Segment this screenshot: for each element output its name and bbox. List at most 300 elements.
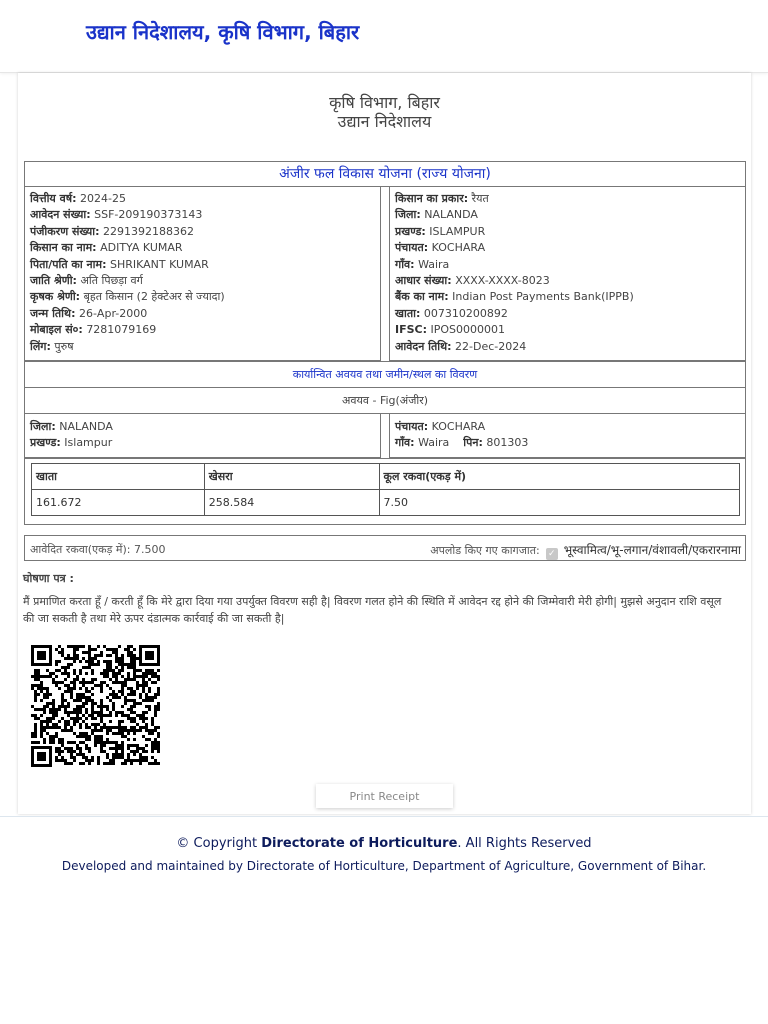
qr-module [127,717,130,720]
qr-module [142,699,145,702]
department-name: कृषि विभाग, बिहार [329,93,440,112]
qr-module [100,654,103,657]
qr-module [73,681,76,684]
qr-module [82,696,85,699]
receipt-card [18,73,751,814]
qr-module [97,660,100,663]
qr-module [67,684,70,687]
qr-module [118,753,121,756]
qr-module [115,753,118,756]
qr-module [46,669,49,672]
qr-module [100,651,103,654]
qr-module [91,729,94,732]
qr-module [115,654,118,657]
qr-module [121,657,124,660]
qr-module [31,687,34,690]
qr-module [157,747,160,750]
qr-module [133,675,136,678]
qr-module [61,648,64,651]
qr-module [70,747,73,750]
qr-module [70,741,73,744]
qr-module [82,678,85,681]
qr-module [55,711,58,714]
info-row: आवेदन संख्या: SSF-209190373143 [30,208,203,222]
qr-module [88,750,91,753]
copyright-suffix: . All Rights Reserved [457,836,592,851]
qr-module [130,693,133,696]
qr-module [145,705,148,708]
qr-module [82,735,85,738]
print-receipt-button[interactable]: Print Receipt [316,784,453,808]
qr-module [115,711,118,714]
qr-module [139,702,142,705]
qr-module [79,672,82,675]
qr-module [115,714,118,717]
qr-module [88,714,91,717]
qr-module [67,690,70,693]
column-header-total-area: कूल रकवा(एकड़ में) [379,464,739,490]
qr-module [136,684,139,687]
info-row: प्रखण्ड: ISLAMPUR [395,224,486,238]
info-row: किसान का प्रकार: रैयत [395,192,489,205]
qr-module [61,744,64,747]
qr-module [37,669,40,672]
qr-module [109,726,112,729]
qr-module [130,711,133,714]
qr-module [73,759,76,762]
qr-module [76,648,79,651]
qr-module [100,738,103,741]
qr-module [133,705,136,708]
qr-module [91,711,94,714]
qr-module [76,753,79,756]
qr-module [76,711,79,714]
qr-module [112,696,115,699]
qr-module [73,672,76,675]
qr-module [61,699,64,702]
qr-module [85,723,88,726]
qr-module [121,654,124,657]
qr-module [100,735,103,738]
qr-module [121,666,124,669]
qr-module [103,669,106,672]
qr-module [97,738,100,741]
qr-module [82,732,85,735]
qr-module [94,735,97,738]
applicant-info-left [24,186,381,361]
qr-module [100,750,103,753]
qr-module [64,747,67,750]
qr-module [142,684,145,687]
qr-module [97,645,100,648]
qr-module [133,720,136,723]
qr-module [112,747,115,750]
qr-module [124,735,127,738]
qr-module [55,732,58,735]
qr-module [94,657,97,660]
qr-module [40,687,43,690]
qr-module [46,726,49,729]
copyright-org-link[interactable]: Directorate of Horticulture [261,836,458,851]
qr-module [142,726,145,729]
qr-module [34,735,37,738]
qr-module [85,690,88,693]
qr-module [79,687,82,690]
qr-module [43,720,46,723]
qr-module [124,759,127,762]
footer-copyright [0,836,768,851]
qr-module [97,735,100,738]
footer-divider [0,816,768,817]
qr-module [88,735,91,738]
qr-module [73,648,76,651]
qr-module [136,747,139,750]
qr-module [121,741,124,744]
qr-module [82,681,85,684]
qr-module [121,693,124,696]
qr-module [106,654,109,657]
qr-module [133,657,136,660]
qr-module [100,687,103,690]
qr-module [136,657,139,660]
qr-module [79,753,82,756]
qr-module [139,717,142,720]
qr-module [49,711,52,714]
qr-module [112,675,115,678]
qr-module [109,759,112,762]
qr-module [142,687,145,690]
qr-module [97,684,100,687]
qr-module [133,690,136,693]
qr-module [61,729,64,732]
qr-module [127,759,130,762]
qr-module [130,705,133,708]
qr-module [115,732,118,735]
qr-module [145,684,148,687]
qr-module [67,654,70,657]
checkbox-checked-icon: ✓ [546,548,558,560]
qr-module [130,678,133,681]
qr-module [109,666,112,669]
qr-module [40,699,43,702]
qr-module [142,690,145,693]
qr-module [88,699,91,702]
qr-module [109,654,112,657]
qr-module [112,756,115,759]
qr-module [121,744,124,747]
qr-module [109,711,112,714]
qr-module [121,747,124,750]
qr-module [67,741,70,744]
qr-module [49,708,52,711]
qr-module [148,690,151,693]
qr-module [115,660,118,663]
site-brand-title[interactable]: उद्यान निदेशालय, कृषि विभाग, बिहार [86,20,360,44]
qr-module [124,696,127,699]
qr-module [43,696,46,699]
qr-module [139,684,142,687]
qr-module [61,666,64,669]
qr-module [151,744,154,747]
qr-module [49,675,52,678]
qr-module [79,732,82,735]
qr-module [124,714,127,717]
qr-module [112,705,115,708]
qr-module [55,750,58,753]
qr-module [58,705,61,708]
qr-module [85,687,88,690]
qr-module [79,711,82,714]
qr-module [34,675,37,678]
qr-module [112,708,115,711]
qr-module [133,654,136,657]
qr-module [73,645,76,648]
info-row: पंचायत: KOCHARA [395,241,486,255]
qr-module [58,681,61,684]
qr-module [148,729,151,732]
qr-module [82,684,85,687]
qr-module [67,645,70,648]
qr-module [37,684,40,687]
qr-module [154,705,157,708]
qr-module [97,756,100,759]
qr-module [55,756,58,759]
qr-module [112,741,115,744]
qr-module [64,726,67,729]
qr-module [79,723,82,726]
qr-module [55,759,58,762]
qr-module [121,687,124,690]
scheme-title: अंजीर फल विकास योजना (राज्य योजना) [24,161,746,187]
qr-module [106,666,109,669]
qr-module [37,675,40,678]
qr-module [139,696,142,699]
qr-module [67,705,70,708]
qr-module [118,720,121,723]
qr-module [40,684,43,687]
qr-module [157,735,160,738]
qr-module [67,666,70,669]
qr-module [73,732,76,735]
qr-module [52,705,55,708]
qr-module [70,729,73,732]
qr-module [115,750,118,753]
qr-module [49,693,52,696]
qr-module [154,708,157,711]
qr-module [55,735,58,738]
qr-module [76,720,79,723]
table-header-row [32,464,740,490]
qr-module [127,738,130,741]
qr-module [103,675,106,678]
qr-module [145,726,148,729]
qr-module [112,732,115,735]
qr-module [88,651,91,654]
qr-module [103,762,106,765]
qr-module [91,648,94,651]
qr-module [127,666,130,669]
qr-module [106,669,109,672]
qr-module [85,756,88,759]
qr-module [61,717,64,720]
qr-module [157,762,160,765]
cell-khesra: 258.584 [204,490,379,516]
qr-module [127,756,130,759]
qr-module [64,666,67,669]
qr-module [52,741,55,744]
qr-module [58,726,61,729]
qr-module [115,693,118,696]
qr-module [76,693,79,696]
qr-module [91,705,94,708]
qr-module [121,690,124,693]
qr-module [34,717,37,720]
qr-module [52,717,55,720]
qr-module [145,717,148,720]
qr-module [73,756,76,759]
qr-module [136,714,139,717]
qr-module [124,699,127,702]
qr-module [91,759,94,762]
qr-module [61,681,64,684]
qr-module [100,744,103,747]
qr-module [46,702,49,705]
qr-module [154,696,157,699]
qr-module [73,723,76,726]
qr-module [109,762,112,765]
qr-module [157,741,160,744]
qr-module [106,684,109,687]
qr-module [34,672,37,675]
qr-module [55,684,58,687]
directorate-name: उद्यान निदेशालय [337,112,432,131]
qr-module [85,711,88,714]
qr-module [97,654,100,657]
qr-module [49,717,52,720]
qr-module [91,669,94,672]
qr-module [157,750,160,753]
qr-module [40,732,43,735]
qr-module [40,729,43,732]
qr-module [139,693,142,696]
qr-module [130,750,133,753]
qr-module [49,741,52,744]
qr-module [40,723,43,726]
village-pin-row: गाँव: Waira पिन: 801303 [395,436,529,450]
qr-module [82,714,85,717]
qr-module [115,672,118,675]
qr-module [106,738,109,741]
qr-module [37,693,40,696]
qr-module [109,663,112,666]
qr-module [127,699,130,702]
qr-module [103,714,106,717]
qr-module [100,711,103,714]
qr-module [34,729,37,732]
qr-module [76,657,79,660]
info-row: जाति श्रेणी: अति पिछड़ा वर्ग [30,274,143,288]
qr-module [127,648,130,651]
qr-module [79,762,82,765]
qr-module [115,744,118,747]
qr-module [121,660,124,663]
qr-module [79,747,82,750]
qr-module [106,663,109,666]
qr-module [79,681,82,684]
qr-module [115,666,118,669]
qr-module [34,684,37,687]
qr-module [109,741,112,744]
qr-module [142,717,145,720]
qr-module [94,663,97,666]
qr-module [133,666,136,669]
qr-module [109,660,112,663]
qr-code-icon [31,645,160,767]
qr-module [112,690,115,693]
qr-module [76,714,79,717]
qr-module [52,678,55,681]
info-row: IFSC: IPOS0000001 [395,323,506,337]
qr-module [73,741,76,744]
qr-module [139,729,142,732]
qr-module [91,693,94,696]
qr-module [73,657,76,660]
qr-module [82,756,85,759]
qr-module [73,711,76,714]
declaration-text: मैं प्रमाणित करता हूँ / करती हूँ कि मेरे द्वारा दिया गया उपर्युक्त विवरण सही है| विवरण गलत होने की स्थिति में आवेदन रद्द होने की जिम्मेवारी मेरी होगी| मुझसे अनुदान राशि वसूल की जा सकती है तथा मेरे ऊपर दंडात्मक कार्रवाई की जा सकती है| [23,595,722,625]
qr-module [115,756,118,759]
qr-module [127,675,130,678]
qr-module [34,678,37,681]
qr-module [61,741,64,744]
qr-module [100,699,103,702]
qr-module [88,690,91,693]
qr-module [109,714,112,717]
qr-module [55,747,58,750]
qr-module [34,741,37,744]
qr-module [94,648,97,651]
qr-module [115,651,118,654]
qr-module [145,738,148,741]
qr-module [133,693,136,696]
qr-module [79,645,82,648]
qr-module [100,741,103,744]
qr-module [130,744,133,747]
qr-module [127,651,130,654]
qr-module [61,705,64,708]
qr-module [145,750,148,753]
qr-module [49,726,52,729]
qr-module [157,693,160,696]
qr-module [37,741,40,744]
qr-module [70,762,73,765]
qr-module [73,651,76,654]
qr-module [142,681,145,684]
qr-module [79,708,82,711]
qr-module [112,726,115,729]
qr-module [121,684,124,687]
qr-module [133,669,136,672]
qr-module [100,705,103,708]
info-row: पिता/पति का नाम: SHRIKANT KUMAR [30,257,209,271]
qr-module [124,648,127,651]
qr-module [97,723,100,726]
qr-module [115,696,118,699]
qr-module [64,759,67,762]
qr-module [133,678,136,681]
qr-module [118,711,121,714]
qr-module [121,681,124,684]
